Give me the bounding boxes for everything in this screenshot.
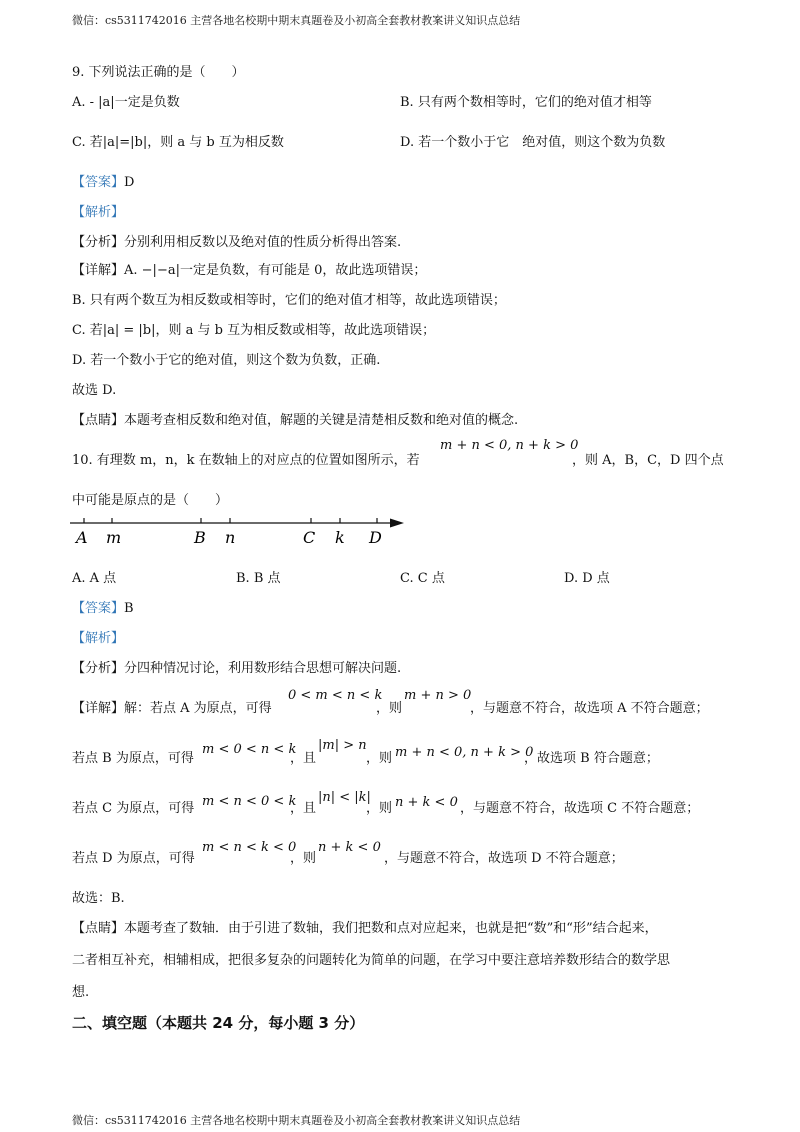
answer-tag: 【答案】 — [72, 601, 125, 616]
q10-detail-2-mid-2: ，则 — [366, 751, 393, 766]
q10-detail-2-math-2: |m| > n — [318, 738, 367, 753]
q10-detail-1-pre: 【详解】解：若点 A 为原点，可得 — [72, 701, 272, 716]
q10-condition: m + n < 0, n + k > 0 — [440, 438, 579, 453]
q10-option-c: C. C 点 — [400, 571, 445, 586]
q10-option-b: B. B 点 — [236, 571, 281, 586]
number-line-arrow — [390, 519, 404, 528]
q9-detail-c: C. 若|a| = |b|，则 a 与 b 互为相反数或相等，故此选项错误； — [72, 323, 436, 338]
analysis-text: 分四种情况讨论，利用数形结合思想可解决问题. — [124, 661, 402, 676]
page-footer: 微信：cs5311742016 主营各地名校期中期末真题卷及小初高全套教材教案讲义知识点总结 — [72, 1114, 521, 1127]
q10-answer — [72, 600, 134, 618]
q10-detail-1-mid: ，则 — [376, 701, 403, 716]
q10-choose: 故选：B. — [72, 891, 125, 906]
q9-option-d: D. 若一个数小于它 绝对值，则这个数为负数 — [400, 135, 666, 150]
q10-remark-3: 想. — [72, 985, 90, 1000]
label-d: D — [369, 528, 382, 547]
q10-detail-3-mid-2: ，则 — [366, 801, 393, 816]
remark-text: 本题考查相反数和绝对值，解题的关键是清楚相反数和绝对值的概念. — [124, 413, 519, 428]
q10-detail-3-pre: 若点 C 为原点，可得 — [72, 801, 195, 816]
q9-remark — [72, 412, 518, 430]
label-k: k — [335, 528, 345, 547]
q10-detail-1-post: ，与题意不符合，故选项 A 不符合题意； — [470, 701, 709, 716]
q9-detail-d: D. 若一个数小于它的绝对值，则这个数为负数，正确. — [72, 353, 381, 368]
page-header: 微信：cs5311742016 主营各地名校期中期末真题卷及小初高全套教材教案讲义知识点总结 — [72, 14, 521, 27]
q10-detail-4-math-2: n + k < 0 — [318, 840, 381, 855]
answer-tag: 【答案】 — [72, 175, 125, 190]
label-b: B — [194, 528, 206, 547]
section-2-heading: 二、填空题（本题共 24 分，每小题 3 分） — [72, 1014, 365, 1032]
analysis-tag: 【分析】 — [72, 235, 125, 250]
q10-detail-3-mid-1: ，且 — [290, 801, 317, 816]
q9-option-b: B. 只有两个数相等时，它们的绝对值才相等 — [400, 95, 652, 110]
detail-text: A. −|−a|一定是负数，有可能是 0，故此选项错误； — [124, 263, 427, 278]
q10-detail-2-math-1: m < 0 < n < k — [202, 742, 297, 757]
answer-value: D — [124, 175, 135, 190]
q9-jiexi-tag: 【解析】 — [72, 205, 125, 220]
q9-stem: 9. 下列说法正确的是（ ） — [72, 65, 245, 80]
q10-jiexi-tag: 【解析】 — [72, 631, 125, 646]
q10-detail-2-math-3: m + n < 0, n + k > 0 — [395, 745, 534, 760]
q10-option-a: A. A 点 — [72, 571, 117, 586]
q10-detail-4-math-1: m < n < k < 0 — [202, 840, 297, 855]
q9-option-c: C. 若|a|=|b|，则 a 与 b 互为相反数 — [72, 135, 284, 150]
q10-stem-c: 中可能是原点的是（ ） — [72, 493, 229, 508]
q10-detail-1-math-1: 0 < m < n < k — [288, 688, 383, 703]
q9-detail-b: B. 只有两个数互为相反数或相等时，它们的绝对值才相等，故此选项错误； — [72, 293, 506, 308]
detail-tag: 【详解】 — [72, 263, 125, 278]
q10-remark-1: 【点睛】本题考查了数轴．由于引进了数轴，我们把数和点对应起来，也就是把“数”和“形”结合起来， — [72, 921, 658, 936]
remark-tag: 【点睛】 — [72, 413, 125, 428]
q10-detail-1-math-2: m + n > 0 — [404, 688, 472, 703]
q10-stem-a: 10. 有理数 m，n，k 在数轴上的对应点的位置如图所示，若 — [72, 453, 420, 468]
label-n: n — [225, 528, 236, 547]
q10-detail-3-post: ，与题意不符合，故选项 C 不符合题意； — [460, 801, 700, 816]
q9-analysis — [72, 234, 401, 252]
q10-analysis — [72, 660, 401, 678]
q10-detail-4-post: ，与题意不符合，故选项 D 不符合题意； — [384, 851, 624, 866]
q9-choose: 故选 D. — [72, 383, 117, 398]
q10-detail-4-pre: 若点 D 为原点，可得 — [72, 851, 195, 866]
q10-detail-3-math-3: n + k < 0 — [395, 795, 458, 810]
q9-option-a: A. - |a|一定是负数 — [72, 95, 180, 110]
q10-detail-3-math-2: |n| < |k| — [318, 790, 371, 805]
q9-detail-a — [72, 262, 426, 280]
label-c: C — [303, 528, 316, 547]
q10-detail-2-post: ，故选项 B 符合题意； — [524, 751, 659, 766]
number-line-figure — [70, 512, 410, 552]
q10-stem-b: ，则 A，B，C，D 四个点 — [572, 453, 724, 468]
q10-detail-2-mid-1: ，且 — [290, 751, 317, 766]
analysis-tag: 【分析】 — [72, 661, 125, 676]
answer-value: B — [124, 601, 134, 616]
label-m: m — [106, 528, 122, 547]
q10-detail-2-pre: 若点 B 为原点，可得 — [72, 751, 194, 766]
analysis-text: 分别利用相反数以及绝对值的性质分析得出答案. — [124, 235, 402, 250]
q10-remark-2: 二者相互补充，相辅相成，把很多复杂的问题转化为简单的问题，在学习中要注意培养数形结合的数学思 — [72, 953, 671, 968]
q10-detail-3-math-1: m < n < 0 < k — [202, 794, 297, 809]
q10-detail-4-mid: ，则 — [290, 851, 317, 866]
q10-option-d: D. D 点 — [564, 571, 610, 586]
label-a: A — [76, 528, 88, 547]
q9-answer — [72, 174, 134, 192]
